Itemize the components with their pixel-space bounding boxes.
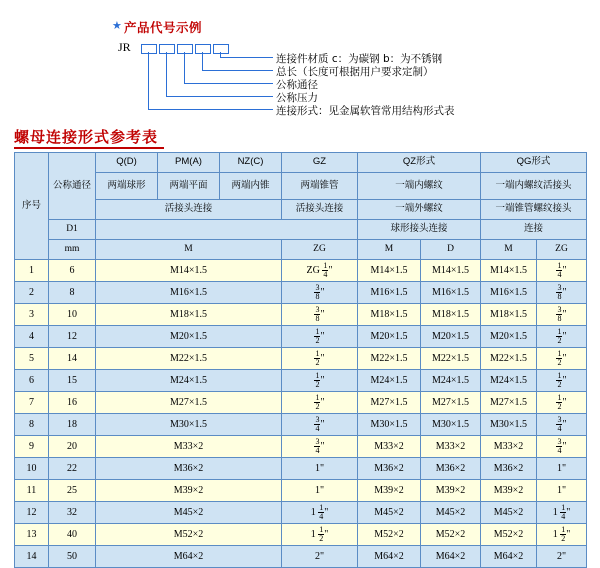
cell-qz-m: M33×2 [358, 436, 421, 458]
table-header-row-2 [15, 173, 587, 200]
cell-m-thread: M14×1.5 [96, 260, 282, 282]
legend-total-length: 总长（长度可根据用户要求定制） [276, 66, 434, 78]
header-union-connection-a [96, 200, 282, 220]
header-unit-m-1-label: M [184, 244, 193, 255]
leader-line-v-2 [202, 52, 203, 70]
header-sub-qd [96, 173, 158, 200]
cell-nominal-diameter: 6 [49, 260, 96, 282]
header-union-connection-b-label: 活接头连接 [295, 203, 344, 215]
table-row [15, 392, 587, 414]
header-type-pma-label: PM(A) [175, 156, 202, 168]
cell-qg-m: M18×1.5 [481, 304, 537, 326]
header-unit-d-label: D [447, 244, 454, 255]
legend-material: 连接件材质 c：为碳钢 b：为不锈钢 [276, 53, 443, 65]
cell-m-thread: M27×1.5 [96, 392, 282, 414]
cell-qz-d: M33×2 [421, 436, 481, 458]
table-row [15, 458, 587, 480]
cell-qg-m: M16×1.5 [481, 282, 537, 304]
header-type-nzc-label: NZ(C) [237, 156, 264, 168]
table-row [15, 414, 587, 436]
cell-qg-zg: 1 $\frac{1}{2}$ " [537, 524, 587, 546]
header-unit-zg-2-label: ZG [555, 244, 568, 255]
header-blank-1 [96, 220, 358, 240]
cell-m-thread: M22×1.5 [96, 348, 282, 370]
cell-seq: 14 [15, 546, 49, 568]
cell-qz-d: M18×1.5 [421, 304, 481, 326]
table-row [15, 304, 587, 326]
cell-qz-m: M39×2 [358, 480, 421, 502]
cell-qz-d: M39×2 [421, 480, 481, 502]
cell-qz-m: M18×1.5 [358, 304, 421, 326]
table-body [15, 260, 587, 568]
cell-seq: 6 [15, 370, 49, 392]
legend-nominal-diameter: 公称通径 [276, 79, 318, 91]
cell-zg-thread: $\frac{3}{8}$ " [282, 282, 358, 304]
leader-line-v-3 [184, 52, 185, 83]
header-unit-zg-1 [282, 240, 358, 260]
cell-zg-thread: $\frac{3}{8}$ " [282, 304, 358, 326]
header-taper-pipe-joint [481, 200, 587, 220]
table-row [15, 546, 587, 568]
header-type-qg-label: QG形式 [516, 156, 551, 168]
cell-qg-m: M45×2 [481, 502, 537, 524]
cell-qg-zg: $\frac{3}{4}$ " [537, 436, 587, 458]
cell-qz-d: M36×2 [421, 458, 481, 480]
header-sub-pma-label: 两端平面 [169, 179, 208, 191]
header-d1 [49, 220, 96, 240]
cell-qz-d: M14×1.5 [421, 260, 481, 282]
cell-qg-zg: $\frac{1}{2}$ " [537, 348, 587, 370]
header-sub-gz [282, 173, 358, 200]
header-unit-d [421, 240, 481, 260]
cell-nominal-diameter: 12 [49, 326, 96, 348]
header-sub-qg-label: 一端内螺纹活接头 [495, 179, 572, 191]
cell-qg-zg: 1 $\frac{1}{4}$ " [537, 502, 587, 524]
cell-m-thread: M20×1.5 [96, 326, 282, 348]
header-sub-qg [481, 173, 587, 200]
cell-qg-m: M33×2 [481, 436, 537, 458]
table-header-row-5 [15, 240, 587, 260]
cell-seq: 5 [15, 348, 49, 370]
header-unit-m-3 [481, 240, 537, 260]
header-sub-pma [158, 173, 220, 200]
cell-seq: 9 [15, 436, 49, 458]
product-code-prefix: JR [118, 40, 131, 54]
cell-qg-m: M39×2 [481, 480, 537, 502]
leader-line-v-5 [148, 52, 149, 109]
cell-nominal-diameter: 14 [49, 348, 96, 370]
table-header-row-3 [15, 200, 587, 220]
cell-zg-thread: 1 $\frac{1}{2}$ " [282, 524, 358, 546]
table-row [15, 480, 587, 502]
cell-zg-thread: $\frac{1}{2}$ " [282, 370, 358, 392]
cell-qz-d: M16×1.5 [421, 282, 481, 304]
cell-qg-m: M30×1.5 [481, 414, 537, 436]
cell-qz-m: M16×1.5 [358, 282, 421, 304]
header-union-connection-a-label: 活接头连接 [164, 203, 213, 215]
header-unit-m-2-label: M [384, 244, 394, 255]
cell-qg-zg: $\frac{1}{2}$ " [537, 392, 587, 414]
cell-seq: 2 [15, 282, 49, 304]
cell-nominal-diameter: 22 [49, 458, 96, 480]
cell-m-thread: M16×1.5 [96, 282, 282, 304]
header-ball-joint-connection [358, 220, 481, 240]
cell-seq: 7 [15, 392, 49, 414]
header-sub-nzc-label: 两端内锥 [231, 179, 270, 191]
header-type-qd [96, 153, 158, 173]
cell-nominal-diameter: 32 [49, 502, 96, 524]
cell-seq: 3 [15, 304, 49, 326]
header-unit-mm [49, 240, 96, 260]
cell-qz-m: M20×1.5 [358, 326, 421, 348]
cell-m-thread: M36×2 [96, 458, 282, 480]
cell-m-thread: M39×2 [96, 480, 282, 502]
header-type-gz-label: GZ [312, 156, 327, 168]
header-d1-label: D1 [66, 224, 78, 235]
table-row [15, 326, 587, 348]
cell-qz-m: M27×1.5 [358, 392, 421, 414]
cell-qz-d: M24×1.5 [421, 370, 481, 392]
cell-nominal-diameter: 50 [49, 546, 96, 568]
header-unit-zg-1-label: ZG [313, 244, 326, 255]
star-icon: ★ [112, 20, 122, 32]
cell-qz-d: M30×1.5 [421, 414, 481, 436]
cell-m-thread: M24×1.5 [96, 370, 282, 392]
cell-qz-d: M20×1.5 [421, 326, 481, 348]
cell-zg-thread: $\frac{1}{2}$ " [282, 348, 358, 370]
cell-m-thread: M45×2 [96, 502, 282, 524]
table-row [15, 436, 587, 458]
cell-nominal-diameter: 25 [49, 480, 96, 502]
code-placeholder-4 [195, 44, 211, 54]
table-header-row-4 [15, 220, 587, 240]
cell-qz-d: M27×1.5 [421, 392, 481, 414]
section-title-underline [14, 147, 164, 149]
cell-nominal-diameter: 40 [49, 524, 96, 546]
leader-line-h-2 [202, 70, 273, 71]
cell-qz-d: M22×1.5 [421, 348, 481, 370]
section-title: 螺母连接形式参考表 [14, 128, 159, 146]
cell-zg-thread: ZG $\frac{1}{4}$ " [282, 260, 358, 282]
cell-qg-m: M64×2 [481, 546, 537, 568]
cell-qg-m: M14×1.5 [481, 260, 537, 282]
header-unit-m-3-label: M [504, 244, 513, 255]
cell-qg-m: M27×1.5 [481, 392, 537, 414]
cell-qz-d: M52×2 [421, 524, 481, 546]
header-type-qd-label: Q(D) [116, 156, 137, 168]
cell-zg-thread: 1" [282, 480, 358, 502]
legend-connection-form: 连接形式：见金属软管常用结构形式表 [276, 105, 455, 117]
header-taper-pipe-joint-label: 一端锥管螺纹接头 [495, 203, 572, 215]
cell-zg-thread: $\frac{3}{4}$ " [282, 436, 358, 458]
cell-qg-zg: $\frac{1}{4}$ " [537, 260, 587, 282]
nut-connection-table [14, 152, 587, 568]
leader-line-h-3 [184, 83, 273, 84]
header-unit-m-2 [358, 240, 421, 260]
cell-qg-m: M36×2 [481, 458, 537, 480]
cell-qg-zg: $\frac{3}{8}$ " [537, 282, 587, 304]
cell-m-thread: M18×1.5 [96, 304, 282, 326]
header-unit-mm-label: mm [64, 244, 80, 255]
cell-qg-m: M22×1.5 [481, 348, 537, 370]
header-type-pma [158, 153, 220, 173]
header-external-thread-label: 一端外螺纹 [395, 203, 443, 215]
table-row [15, 260, 587, 282]
cell-zg-thread: $\frac{1}{2}$ " [282, 326, 358, 348]
code-placeholder-5 [213, 44, 229, 54]
cell-qg-zg: 2" [537, 546, 587, 568]
cell-qz-m: M52×2 [358, 524, 421, 546]
leader-line-v-4 [166, 52, 167, 96]
cell-m-thread: M30×1.5 [96, 414, 282, 436]
cell-qg-zg: $\frac{3}{8}$ " [537, 304, 587, 326]
cell-nominal-diameter: 18 [49, 414, 96, 436]
header-sub-qz [358, 173, 481, 200]
cell-qz-d: M45×2 [421, 502, 481, 524]
cell-zg-thread: 1 $\frac{1}{4}$ " [282, 502, 358, 524]
cell-qz-m: M64×2 [358, 546, 421, 568]
header-seq-label: 序号 [21, 200, 41, 212]
header-nominal-diameter-label: 公称通径 [52, 179, 91, 191]
table-row [15, 524, 587, 546]
header-ball-joint-connection-label: 球形接头连接 [390, 223, 448, 235]
header-unit-m-1 [96, 240, 282, 260]
table-head [15, 153, 587, 260]
cell-qz-m: M45×2 [358, 502, 421, 524]
cell-qg-zg: $\frac{1}{2}$ " [537, 326, 587, 348]
cell-qz-m: M14×1.5 [358, 260, 421, 282]
cell-qg-zg: $\frac{3}{4}$ " [537, 414, 587, 436]
cell-m-thread: M33×2 [96, 436, 282, 458]
header-union-connection-b [282, 200, 358, 220]
header-sub-nzc [220, 173, 282, 200]
cell-zg-thread: 2" [282, 546, 358, 568]
table-row [15, 370, 587, 392]
header-type-qz-label: QZ形式 [402, 156, 436, 168]
header-type-qg [481, 153, 587, 173]
cell-m-thread: M64×2 [96, 546, 282, 568]
cell-qg-m: M24×1.5 [481, 370, 537, 392]
cell-qz-m: M22×1.5 [358, 348, 421, 370]
legend-nominal-pressure: 公称压力 [276, 92, 318, 104]
header-sub-qd-label: 两端球形 [107, 179, 146, 191]
cell-nominal-diameter: 20 [49, 436, 96, 458]
header-connection-label: 连接 [524, 223, 544, 235]
header-sub-gz-label: 两端锥管 [300, 179, 339, 191]
header-type-nzc [220, 153, 282, 173]
cell-zg-thread: $\frac{3}{4}$ " [282, 414, 358, 436]
cell-seq: 1 [15, 260, 49, 282]
cell-m-thread: M52×2 [96, 524, 282, 546]
header-nominal-diameter [49, 153, 96, 220]
code-placeholder-2 [159, 44, 175, 54]
cell-qg-zg: 1" [537, 480, 587, 502]
leader-line-h-4 [166, 96, 273, 97]
cell-qg-m: M20×1.5 [481, 326, 537, 348]
leader-line-h-1 [220, 57, 273, 58]
cell-seq: 12 [15, 502, 49, 524]
cell-qz-m: M36×2 [358, 458, 421, 480]
diagram-title: 产品代号示例 [124, 21, 203, 35]
cell-seq: 11 [15, 480, 49, 502]
cell-qz-m: M30×1.5 [358, 414, 421, 436]
cell-qz-m: M24×1.5 [358, 370, 421, 392]
code-placeholder-1 [141, 44, 157, 54]
table-header-row-1 [15, 153, 587, 173]
header-connection [481, 220, 587, 240]
header-sub-qz-label: 一端内螺纹 [395, 179, 443, 191]
cell-qg-zg: 1" [537, 458, 587, 480]
header-unit-zg-2 [537, 240, 587, 260]
leader-line-h-5 [148, 109, 273, 110]
table-row [15, 348, 587, 370]
cell-seq: 4 [15, 326, 49, 348]
cell-nominal-diameter: 10 [49, 304, 96, 326]
product-code-diagram [0, 0, 600, 120]
header-external-thread [358, 200, 481, 220]
cell-seq: 13 [15, 524, 49, 546]
cell-nominal-diameter: 16 [49, 392, 96, 414]
code-placeholder-3 [177, 44, 193, 54]
header-type-qz [358, 153, 481, 173]
table-row [15, 282, 587, 304]
cell-zg-thread: 1" [282, 458, 358, 480]
header-seq [15, 153, 49, 260]
nut-connection-table-wrap [14, 152, 586, 568]
table-row [15, 502, 587, 524]
cell-nominal-diameter: 8 [49, 282, 96, 304]
cell-seq: 8 [15, 414, 49, 436]
cell-seq: 10 [15, 458, 49, 480]
cell-qg-zg: $\frac{1}{2}$ " [537, 370, 587, 392]
cell-nominal-diameter: 15 [49, 370, 96, 392]
cell-zg-thread: $\frac{1}{2}$ " [282, 392, 358, 414]
cell-qz-d: M64×2 [421, 546, 481, 568]
header-type-gz [282, 153, 358, 173]
cell-qg-m: M52×2 [481, 524, 537, 546]
